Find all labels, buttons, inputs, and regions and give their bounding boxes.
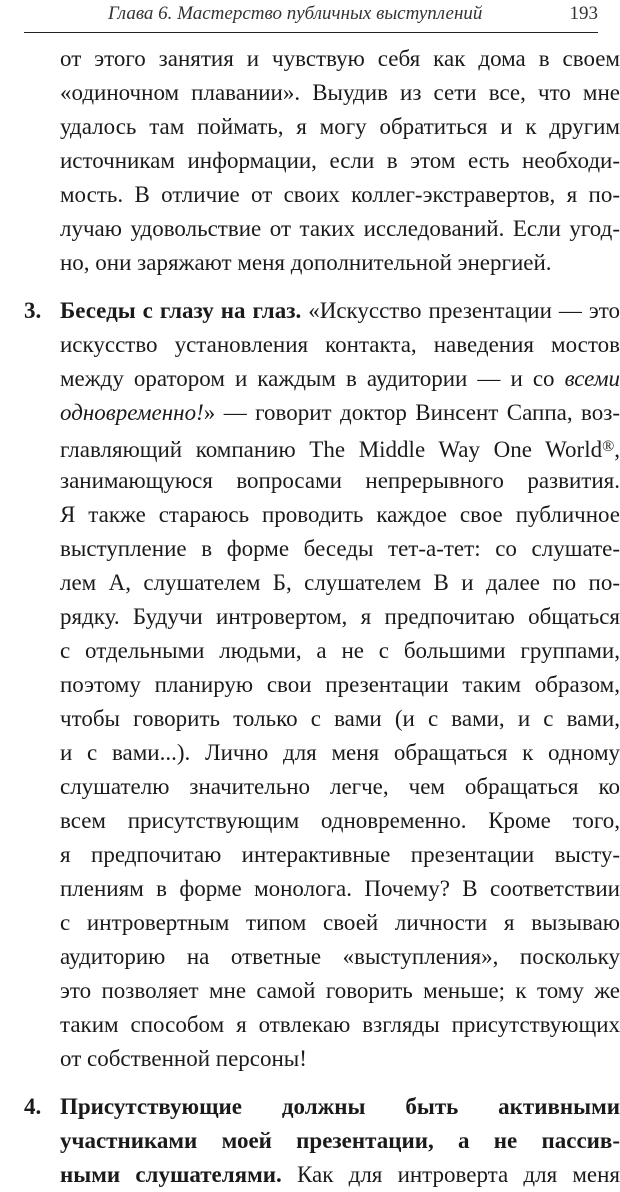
text-line: от этого занятия и чувствую себя как дома в своем bbox=[60, 46, 620, 71]
text-line: это позволяет мне самой говорить меньше; к тому же bbox=[60, 978, 620, 1003]
text-line: слушателю значительно легче, чем обращаться ко bbox=[60, 774, 620, 799]
text-line: лучаю удовольствие от таких исследований. Если угод- bbox=[60, 216, 620, 241]
text-line: лем А, слушателем Б, слушателем В и далее по по- bbox=[60, 570, 620, 595]
list-number: 4. bbox=[24, 1094, 42, 1119]
text-line: я предпочитаю интерактивные презентации высту- bbox=[60, 842, 620, 867]
text-line: чтобы говорить только с вами (и с вами, и с вами, bbox=[60, 706, 620, 731]
text-line: плениям в форме монолога. Почему? В соответствии bbox=[60, 876, 620, 901]
paragraph-continuation bbox=[60, 42, 620, 280]
item-heading: Присутствующие должны быть активными bbox=[60, 1094, 620, 1119]
text-line: выступление в форме беседы тет-а-тет: со слушате- bbox=[60, 536, 620, 561]
text-line bbox=[60, 1124, 620, 1158]
text-line: поэтому планирую свои презентации таким образом, bbox=[60, 672, 620, 697]
list-number: 3. bbox=[24, 298, 42, 323]
running-header bbox=[24, 0, 598, 33]
text-line: Я также стараюсь проводить каждое свое публичное bbox=[60, 502, 620, 527]
text-line: мость. В отличие от своих коллег-экстравертов, я по- bbox=[60, 182, 620, 207]
text-line: одновременно!» — говорит доктор Винсент Саппа, воз- bbox=[60, 400, 620, 425]
text-line: главляющий компанию The Middle Way One World®, bbox=[60, 437, 620, 462]
text-line: аудиторию на ответные «выступления», поскольку bbox=[60, 944, 620, 969]
text-line: «одиночном плавании». Выудив из сети все, что мне bbox=[60, 80, 620, 105]
item-heading: ными слушателями. bbox=[60, 1162, 282, 1187]
page-number: 193 bbox=[569, 3, 598, 24]
item-heading: Беседы с глазу на глаз. bbox=[60, 298, 302, 323]
text-line: искусство установления контакта, наведения мостов bbox=[60, 332, 620, 357]
text-line: занимающуюся вопросами непрерывного развития. bbox=[60, 468, 620, 493]
text-line: от собственной персоны! bbox=[60, 1046, 307, 1071]
text-line: таким способом я отвлекаю взгляды присутствующих bbox=[60, 1012, 620, 1037]
registered-mark: ® bbox=[602, 438, 615, 455]
page-body bbox=[24, 42, 620, 1192]
running-title: Глава 6. Мастерство публичных выступлений bbox=[108, 3, 483, 24]
text-line: Беседы с глазу на глаз. «Искусство презентации — это bbox=[60, 298, 620, 323]
text-line: между оратором и каждым в аудитории — и со всеми bbox=[60, 366, 620, 391]
text-line: всем присутствующим одновременно. Кроме того, bbox=[60, 808, 620, 833]
text-line: но, они заряжают меня дополнительной энергией. bbox=[60, 250, 552, 275]
text-line: источникам информации, если в этом есть необходи- bbox=[60, 148, 620, 173]
text-line: с интровертным типом своей личности я вызываю bbox=[60, 910, 620, 935]
text-line bbox=[60, 1090, 620, 1124]
text-line: с отдельными людьми, а не с большими группами, bbox=[60, 638, 620, 663]
text-line: удалось там поймать, я могу обратиться и к другим bbox=[60, 114, 620, 139]
text-line: и с вами...). Лично для меня обращаться к одному bbox=[60, 740, 620, 765]
list-item-4 bbox=[24, 1090, 620, 1192]
text-line: рядку. Будучи интровертом, я предпочитаю общаться bbox=[60, 604, 620, 629]
text-line: ными слушателями. Как для интроверта для меня bbox=[60, 1162, 620, 1187]
list-item-3 bbox=[24, 294, 620, 1076]
item-heading: участниками моей презентации, а не пассив- bbox=[60, 1128, 620, 1153]
